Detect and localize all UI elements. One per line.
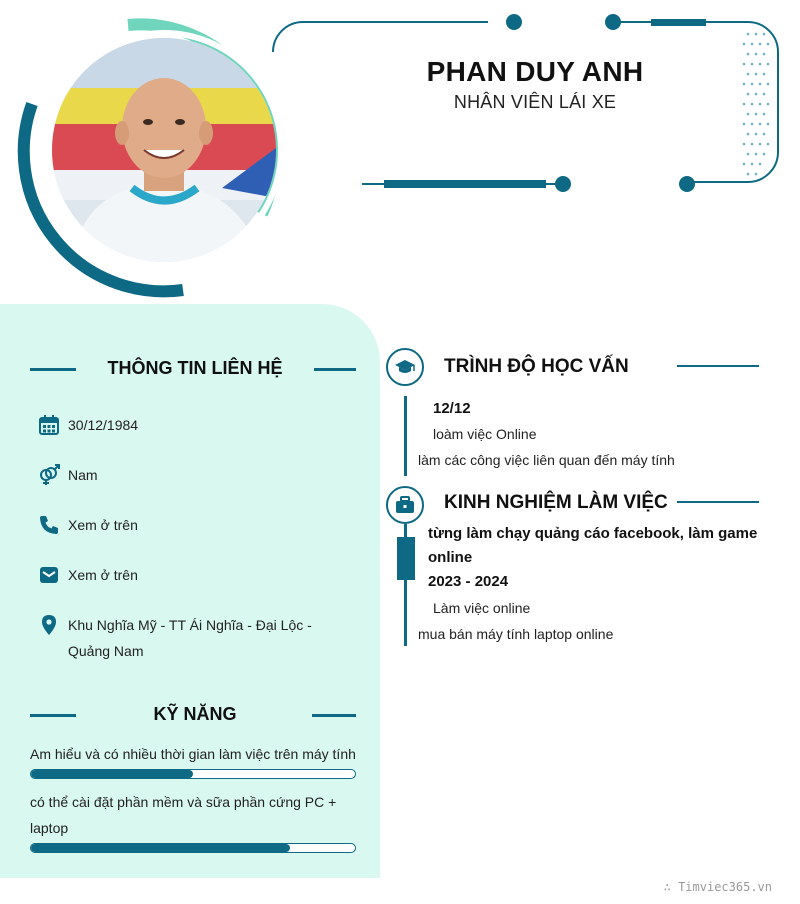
- education-section-title: TRÌNH ĐỘ HỌC VẤN: [444, 356, 629, 377]
- divider: [30, 368, 76, 371]
- divider: [677, 365, 759, 367]
- phone-icon: [38, 514, 60, 536]
- birthday-value: 30/12/1984: [68, 417, 139, 433]
- watermark-text: Timviec365.vn: [678, 880, 772, 894]
- experience-section-badge: [386, 486, 424, 524]
- watermark: [664, 880, 772, 894]
- skill-level-bar: [30, 769, 356, 779]
- timeline-marker: [397, 537, 415, 580]
- candidate-name: PHAN DUY ANH: [426, 56, 644, 87]
- education-grade: 12/12: [433, 400, 471, 417]
- experience-company: từng làm chạy quảng cáo facebook, làm game online: [428, 525, 758, 566]
- contact-birthday-row: [38, 414, 318, 438]
- briefcase-icon: [394, 494, 416, 516]
- divider: [677, 501, 759, 503]
- graduation-cap-icon: [394, 356, 416, 378]
- skills-section-title: KỸ NĂNG: [153, 704, 237, 724]
- address-value: Khu Nghĩa Mỹ - TT Ái Nghĩa - Đại Lộc - Quảng Nam: [68, 617, 312, 659]
- skill-level-fill: [31, 844, 290, 852]
- contact-address-row: [38, 614, 318, 664]
- skill-level-fill: [31, 770, 193, 778]
- experience-role: Làm việc online: [433, 600, 531, 616]
- experience-description: mua bán máy tính laptop online: [418, 626, 614, 642]
- contact-section-title: THÔNG TIN LIÊN HỆ: [107, 358, 283, 378]
- skill-level-bar: [30, 843, 356, 853]
- candidate-position: NHÂN VIÊN LÁI XE: [453, 92, 617, 112]
- divider: [30, 714, 76, 717]
- gender-value: Nam: [68, 467, 98, 483]
- experience-section-title: KINH NGHIỆM LÀM VIỆC: [444, 492, 668, 513]
- education-section-badge: [386, 348, 424, 386]
- email-value: Xem ở trên: [68, 567, 138, 583]
- experience-period: 2023 - 2024: [428, 573, 509, 590]
- email-icon: [38, 564, 60, 586]
- skill-name: có thể cài đặt phần mềm và sữa phần cứng PC + laptop: [30, 794, 337, 836]
- contact-email-row: [38, 564, 318, 588]
- dots-icon: ∴: [663, 880, 679, 894]
- skill-name: Am hiểu và có nhiều thời gian làm việc trên máy tính: [30, 746, 356, 762]
- contact-gender-row: [38, 464, 318, 488]
- avatar: [52, 38, 276, 262]
- contact-phone-row: [38, 514, 318, 538]
- timeline-line: [404, 396, 407, 476]
- location-pin-icon: [38, 614, 60, 636]
- gender-icon: [38, 464, 60, 486]
- divider: [314, 368, 356, 371]
- divider: [312, 714, 356, 717]
- education-place: loàm việc Online: [433, 426, 537, 442]
- education-description: làm các công việc liên quan đến máy tính: [418, 452, 675, 468]
- phone-value: Xem ở trên: [68, 517, 138, 533]
- calendar-icon: [38, 414, 60, 436]
